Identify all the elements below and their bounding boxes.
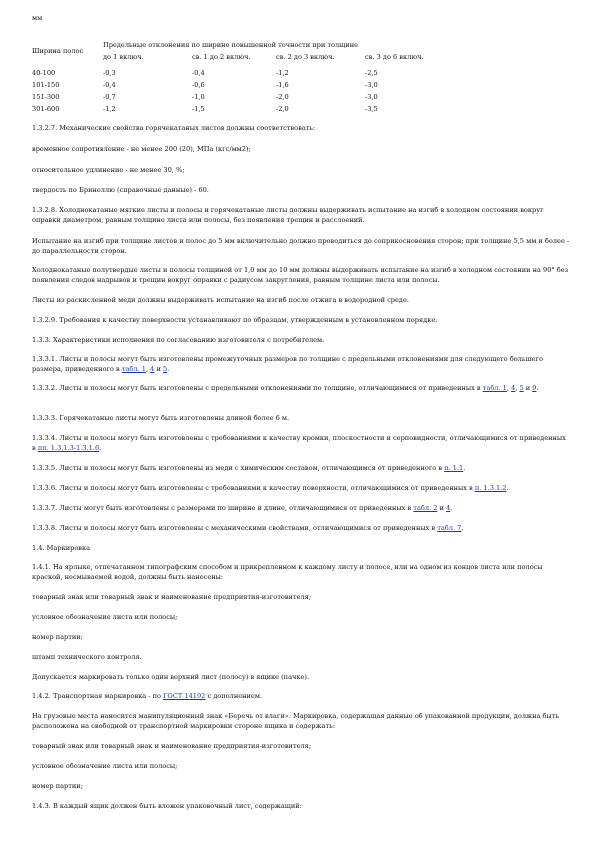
paragraph: 1.3.2.8. Холоднокатаные мягкие листы и полосы и горячекатаные листы должны выдерживать испытание на изгиб в холодном состоянии вокруг оправки диаметром, равным толщине листа или полосы, без появления трещин и расслоений. (32, 206, 544, 224)
paragraph: твердость по Бринеллю (справочные данные) - 60. (32, 186, 209, 194)
paragraph: 1.3.3.5. Листы и полосы могут быть изготовлены из меди с химическим составом, отличающимся от приведенного в п. 1.1. (32, 464, 466, 472)
paragraph: номер партии; (32, 782, 83, 790)
paragraph: Холоднокатаные полутвердые листы и полосы толщиной от 1,0 мм до 10 мм должны выдерживать испытание на изгиб в холодном состоянии на 90° без появления следов надрывов и трещин вокруг оправки с радиусом закругления, равным толщине листа или полосы. (32, 266, 569, 284)
paragraph: относительное удлинение - не менее 30, %; (32, 166, 185, 174)
unit-label: мм (32, 14, 43, 22)
table-cell: 301-600 (32, 105, 60, 113)
paragraph: На грузовые места наносится манипуляционный знак «Беречь от влаги». Маркировка, содержащая данные об упакованной продукции, должна быть расположена на свободной от транспортной маркировки стороне ящика и содержать: (32, 712, 559, 730)
table-cell: -2,0 (276, 105, 289, 113)
paragraph: штамп технического контроля. (32, 653, 142, 661)
table-cell: -0,7 (103, 93, 116, 101)
table-cell: -2,5 (365, 69, 378, 77)
paragraph: Испытание на изгиб при толщине листов и полос до 5 мм включительно должно проводиться до соприкосновения сторон; при толщине 5,5 мм и более - до параллельности сторон. (32, 237, 570, 255)
paragraph: условное обозначение листа или полосы; (32, 613, 178, 621)
link-gost-14192[interactable]: ГОСТ 14192 (163, 692, 206, 700)
table-cell: 101-150 (32, 81, 60, 89)
paragraph: временное сопротивление - не менее 200 (20), МПа (кгс/мм2); (32, 145, 251, 153)
table-subheader: св. 1 до 2 включ. (192, 53, 251, 61)
table-subheader: св. 3 до 6 включ. (365, 53, 424, 61)
link-table-1[interactable]: табл. 1 (482, 384, 507, 392)
section-heading: 1.4. Маркировка (32, 544, 91, 552)
paragraph: 1.3.2.9. Требования к качеству поверхности устанавливают по образцам, утвержденным в установленном порядке. (32, 316, 438, 324)
table-cell: -1,0 (192, 93, 205, 101)
paragraph: 1.3.2.7. Механические свойства горячекатаных листов должны соответствовать: (32, 124, 316, 132)
table-cell: -1,2 (103, 105, 116, 113)
link-table-1[interactable]: табл. 1 (121, 364, 146, 373)
link-table-2[interactable]: табл. 2 (413, 504, 438, 512)
link-table-7[interactable]: табл. 7 (437, 524, 462, 532)
paragraph: 1.3.3.4. Листы и полосы могут быть изготовлены с требованиями к качеству кромки, плоскостности и серповидности, отличающимися от приведенных в пп. 1.3.1.3-1.3.1.6. (32, 434, 566, 452)
paragraph: Допускается маркировать только один верхний лист (полосу) в ящике (пачке). (32, 673, 310, 681)
table-cell: -0,4 (103, 81, 116, 89)
link-table-5[interactable]: 5 (162, 364, 168, 373)
table-subheader: св. 2 до 3 включ. (276, 53, 335, 61)
paragraph: Листы из раскисленной меди должны выдерживать испытание на изгиб после отжига в водородной среде. (32, 296, 409, 304)
paragraph: товарный знак или товарный знак и наименование предприятия-изготовителя; (32, 593, 312, 601)
link-clause-1-3-1-2[interactable]: п. 1.3.1.2 (474, 484, 507, 492)
table-header-width: Ширина полос (32, 47, 84, 55)
link-table-9[interactable]: 9 (532, 384, 537, 392)
paragraph: 1.3.3.8. Листы и полосы могут быть изготовлены с механическими свойствами, отличающимися от приведенных в табл. 7. (32, 524, 464, 532)
link-table-4[interactable]: 4 (511, 384, 516, 392)
link-table-5[interactable]: 5 (519, 384, 524, 392)
table-cell: -1,2 (276, 69, 289, 77)
table-cell: 40-100 (32, 69, 56, 77)
table-cell: -0,3 (103, 69, 116, 77)
paragraph: номер партии; (32, 633, 83, 641)
link-clause-1-1[interactable]: п. 1.1 (444, 464, 464, 472)
table-cell: -1,5 (192, 105, 205, 113)
table-cell: -3,5 (365, 105, 378, 113)
paragraph: товарный знак или товарный знак и наименование предприятия-изготовителя; (32, 742, 312, 750)
table-cell: -0,4 (192, 69, 205, 77)
table-cell: -2,0 (276, 93, 289, 101)
link-table-4[interactable]: 4 (446, 504, 451, 512)
paragraph: 1.3.3.3. Горячекатаные листы могут быть изготовлены длиной более 6 м. (32, 414, 290, 422)
link-table-4[interactable]: 4 (150, 364, 155, 373)
table-cell: 151-300 (32, 93, 60, 101)
table-cell: -3,0 (365, 93, 378, 101)
paragraph: 1.3.3.2. Листы и полосы могут быть изготовлены с предельными отклонениями по толщине, отличающимися от приведенных в табл. 1, 4, 5 и 9. (32, 384, 539, 392)
table-cell: -3,0 (365, 81, 378, 89)
table-subheader: до 1 включ. (103, 53, 144, 61)
paragraph: 1.3.3.6. Листы и полосы могут быть изготовлены с требованиями к качеству поверхности, отличающимися от приведенных в п. 1.3.1.2. (32, 484, 509, 492)
paragraph: 1.4.2. Транспортная маркировка - по ГОСТ 14192 с дополнением. (32, 692, 263, 700)
table-cell: -1,6 (276, 81, 289, 89)
paragraph: условное обозначение листа или полосы; (32, 762, 178, 770)
paragraph: 1.3.3.1. Листы и полосы могут быть изготовлены промежуточных размеров по толщине с предельными отклонениями для следующего большего размера, приведенного в табл. 1, 4 и 5. (32, 355, 543, 373)
table-cell: -0,6 (192, 81, 205, 89)
table-header-span: Предельные отклонения по ширине повышенной точности при толщине (103, 41, 359, 49)
paragraph: 1.4.3. В каждый ящик должен быть вложен упаковочный лист, содержащий: (32, 802, 302, 810)
paragraph: 1.3.3. Характеристики исполнения по согласованию изготовителя с потребителем. (32, 336, 325, 344)
link-clauses[interactable]: пп. 1.3.1.3-1.3.1.6 (37, 443, 100, 452)
paragraph: 1.3.3.7. Листы могут быть изготовлены с размерами по ширине и длине, отличающимися от приведенных в табл. 2 и 4. (32, 504, 453, 512)
paragraph: 1.4.1. На ярлыке, отпечатанном типографским способом и прикрепленном к каждому листу и полосе, или на одном из концов листа или полосы краской, несмываемой водой, должны быть нанесены: (32, 563, 543, 581)
